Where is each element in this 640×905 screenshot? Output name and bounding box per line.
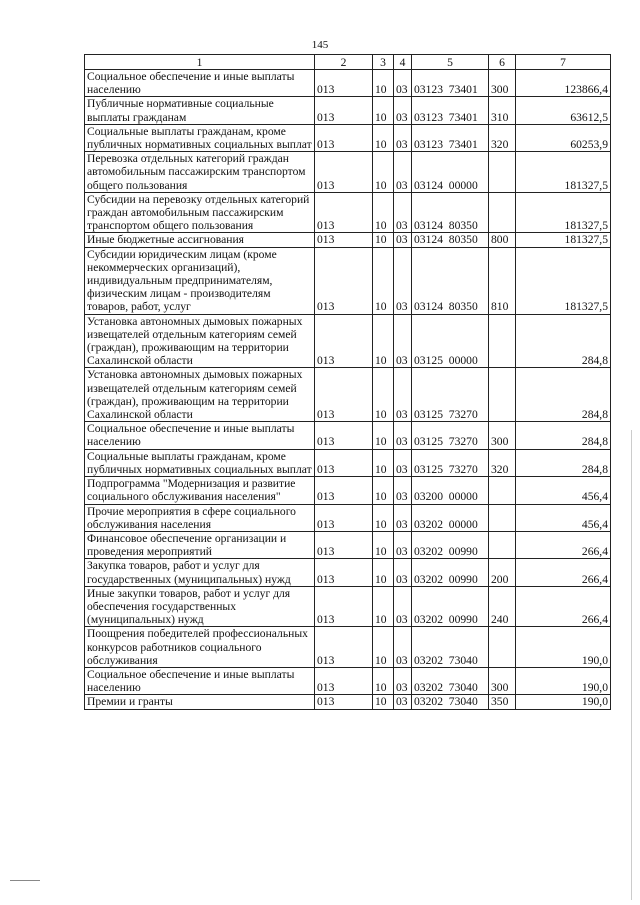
row-col-4: 03 <box>394 97 412 124</box>
row-col-7: 456,4 <box>516 504 611 531</box>
table-row <box>85 477 611 504</box>
row-col-3: 10 <box>373 192 394 233</box>
row-col-6: 320 <box>489 124 516 151</box>
row-name: Подпрограмма "Модернизация и развитие социального обслуживания населения" <box>85 477 315 504</box>
row-col-6: 300 <box>489 422 516 449</box>
row-col-3: 10 <box>373 233 394 247</box>
row-col-3: 10 <box>373 559 394 586</box>
row-name: Премии и гранты <box>85 695 315 709</box>
row-col-2: 013 <box>315 314 373 368</box>
table-row <box>85 247 611 314</box>
row-col-6: 800 <box>489 233 516 247</box>
table-row <box>85 233 611 247</box>
row-name: Социальное обеспечение и иные выплаты населению <box>85 422 315 449</box>
row-col-6 <box>489 368 516 422</box>
table-row <box>85 531 611 558</box>
row-col-5: 03202 00990 <box>412 586 489 627</box>
row-name: Финансовое обеспечение организации и проведения мероприятий <box>85 531 315 558</box>
row-col-3: 10 <box>373 695 394 709</box>
row-col-7: 190,0 <box>516 695 611 709</box>
row-col-4: 03 <box>394 192 412 233</box>
row-col-7: 181327,5 <box>516 233 611 247</box>
row-col-4: 03 <box>394 368 412 422</box>
table-row <box>85 504 611 531</box>
row-col-7: 181327,5 <box>516 152 611 193</box>
row-col-3: 10 <box>373 368 394 422</box>
row-col-6: 300 <box>489 667 516 694</box>
row-col-4: 03 <box>394 477 412 504</box>
row-name: Поощрения победителей профессиональных конкурсов работников социального обслуживания <box>85 627 315 668</box>
row-name: Иные закупки товаров, работ и услуг для обеспечения государственных (муниципальных) нужд <box>85 586 315 627</box>
table-row <box>85 70 611 97</box>
row-name: Прочие мероприятия в сфере социального обслуживания населения <box>85 504 315 531</box>
header-col-5: 5 <box>412 55 489 70</box>
row-col-6: 810 <box>489 247 516 314</box>
row-col-2: 013 <box>315 695 373 709</box>
row-col-4: 03 <box>394 531 412 558</box>
row-col-7: 284,8 <box>516 368 611 422</box>
table-row <box>85 314 611 368</box>
row-col-2: 013 <box>315 152 373 193</box>
row-col-5: 03125 73270 <box>412 422 489 449</box>
row-col-7: 266,4 <box>516 559 611 586</box>
row-col-4: 03 <box>394 247 412 314</box>
row-col-5: 03125 73270 <box>412 449 489 476</box>
row-col-4: 03 <box>394 233 412 247</box>
row-col-7: 181327,5 <box>516 247 611 314</box>
row-col-4: 03 <box>394 667 412 694</box>
row-col-5: 03124 80350 <box>412 233 489 247</box>
table-row <box>85 586 611 627</box>
row-name: Социальные выплаты гражданам, кроме публичных нормативных социальных выплат <box>85 124 315 151</box>
table-row <box>85 559 611 586</box>
row-col-4: 03 <box>394 504 412 531</box>
row-col-5: 03123 73401 <box>412 97 489 124</box>
row-col-7: 284,8 <box>516 422 611 449</box>
row-col-4: 03 <box>394 314 412 368</box>
row-col-2: 013 <box>315 70 373 97</box>
header-col-6: 6 <box>489 55 516 70</box>
row-col-3: 10 <box>373 667 394 694</box>
row-col-7: 123866,4 <box>516 70 611 97</box>
footer-dash <box>10 880 40 881</box>
row-col-2: 013 <box>315 477 373 504</box>
header-col-4: 4 <box>394 55 412 70</box>
row-col-5: 03202 00990 <box>412 531 489 558</box>
row-col-3: 10 <box>373 504 394 531</box>
budget-table <box>84 54 611 710</box>
row-col-7: 63612,5 <box>516 97 611 124</box>
row-col-3: 10 <box>373 124 394 151</box>
page-number: 145 <box>311 39 329 51</box>
table-row <box>85 695 611 709</box>
row-col-5: 03125 73270 <box>412 368 489 422</box>
row-col-5: 03125 00000 <box>412 314 489 368</box>
row-col-6 <box>489 531 516 558</box>
row-col-3: 10 <box>373 477 394 504</box>
row-col-7: 60253,9 <box>516 124 611 151</box>
row-col-6: 300 <box>489 70 516 97</box>
row-col-5: 03123 73401 <box>412 124 489 151</box>
row-name: Иные бюджетные ассигнования <box>85 233 315 247</box>
row-col-6 <box>489 627 516 668</box>
table-row <box>85 152 611 193</box>
row-col-2: 013 <box>315 559 373 586</box>
table-row <box>85 667 611 694</box>
row-col-4: 03 <box>394 559 412 586</box>
row-col-2: 013 <box>315 124 373 151</box>
header-row <box>85 55 611 70</box>
row-name: Установка автономных дымовых пожарных извещателей отдельным категориям семей (граждан), проживающим на территории Сахалинской области <box>85 314 315 368</box>
row-col-7: 181327,5 <box>516 192 611 233</box>
row-col-4: 03 <box>394 124 412 151</box>
table-row <box>85 627 611 668</box>
row-col-2: 013 <box>315 586 373 627</box>
row-col-7: 284,8 <box>516 314 611 368</box>
row-col-3: 10 <box>373 586 394 627</box>
row-col-2: 013 <box>315 422 373 449</box>
row-col-2: 013 <box>315 247 373 314</box>
row-col-2: 013 <box>315 449 373 476</box>
row-col-3: 10 <box>373 152 394 193</box>
row-col-5: 03200 00000 <box>412 477 489 504</box>
row-col-6: 310 <box>489 97 516 124</box>
row-col-3: 10 <box>373 422 394 449</box>
row-col-4: 03 <box>394 70 412 97</box>
row-col-2: 013 <box>315 531 373 558</box>
row-col-5: 03124 80350 <box>412 247 489 314</box>
row-col-5: 03202 00000 <box>412 504 489 531</box>
row-col-6: 320 <box>489 449 516 476</box>
table-row <box>85 449 611 476</box>
row-name: Субсидии юридическим лицам (кроме некоммерческих организаций), индивидуальным предпринимателям, физическим лицам - производителям товаров, работ, услуг <box>85 247 315 314</box>
row-col-4: 03 <box>394 152 412 193</box>
row-name: Установка автономных дымовых пожарных извещателей отдельным категориям семей (граждан), проживающим на территории Сахалинской области <box>85 368 315 422</box>
row-col-5: 03202 00990 <box>412 559 489 586</box>
row-col-5: 03123 73401 <box>412 70 489 97</box>
row-col-6 <box>489 504 516 531</box>
row-name: Социальное обеспечение и иные выплаты населению <box>85 70 315 97</box>
row-col-3: 10 <box>373 449 394 476</box>
header-col-2: 2 <box>315 55 373 70</box>
row-col-4: 03 <box>394 422 412 449</box>
header-col-7: 7 <box>516 55 611 70</box>
row-col-6 <box>489 314 516 368</box>
row-name: Социальные выплаты гражданам, кроме публичных нормативных социальных выплат <box>85 449 315 476</box>
row-col-5: 03202 73040 <box>412 627 489 668</box>
row-col-4: 03 <box>394 449 412 476</box>
row-col-7: 456,4 <box>516 477 611 504</box>
row-col-6: 350 <box>489 695 516 709</box>
row-col-5: 03124 80350 <box>412 192 489 233</box>
row-col-7: 266,4 <box>516 531 611 558</box>
row-col-6 <box>489 192 516 233</box>
row-col-6: 200 <box>489 559 516 586</box>
row-col-3: 10 <box>373 627 394 668</box>
row-col-7: 190,0 <box>516 667 611 694</box>
row-col-6 <box>489 152 516 193</box>
table-row <box>85 368 611 422</box>
row-name: Перевозка отдельных категорий граждан автомобильным пассажирским транспортом общего пользования <box>85 152 315 193</box>
row-col-2: 013 <box>315 368 373 422</box>
row-col-2: 013 <box>315 504 373 531</box>
row-name: Публичные нормативные социальные выплаты гражданам <box>85 97 315 124</box>
row-col-3: 10 <box>373 70 394 97</box>
row-col-2: 013 <box>315 233 373 247</box>
row-col-5: 03202 73040 <box>412 667 489 694</box>
row-col-7: 266,4 <box>516 586 611 627</box>
row-name: Закупка товаров, работ и услуг для государственных (муниципальных) нужд <box>85 559 315 586</box>
header-col-3: 3 <box>373 55 394 70</box>
row-col-4: 03 <box>394 695 412 709</box>
row-col-3: 10 <box>373 314 394 368</box>
row-col-2: 013 <box>315 627 373 668</box>
row-col-6: 240 <box>489 586 516 627</box>
row-col-2: 013 <box>315 192 373 233</box>
row-name: Социальное обеспечение и иные выплаты населению <box>85 667 315 694</box>
row-name: Субсидии на перевозку отдельных категорий граждан автомобильным пассажирским транспортом общего пользования <box>85 192 315 233</box>
row-col-7: 284,8 <box>516 449 611 476</box>
scan-margin-line <box>631 430 632 900</box>
table-row <box>85 124 611 151</box>
table-row <box>85 97 611 124</box>
row-col-7: 190,0 <box>516 627 611 668</box>
row-col-4: 03 <box>394 627 412 668</box>
row-col-3: 10 <box>373 97 394 124</box>
row-col-3: 10 <box>373 247 394 314</box>
row-col-2: 013 <box>315 667 373 694</box>
row-col-5: 03124 00000 <box>412 152 489 193</box>
table-row <box>85 192 611 233</box>
row-col-3: 10 <box>373 531 394 558</box>
row-col-4: 03 <box>394 586 412 627</box>
table-row <box>85 422 611 449</box>
header-col-1: 1 <box>85 55 315 70</box>
row-col-5: 03202 73040 <box>412 695 489 709</box>
row-col-2: 013 <box>315 97 373 124</box>
row-col-6 <box>489 477 516 504</box>
